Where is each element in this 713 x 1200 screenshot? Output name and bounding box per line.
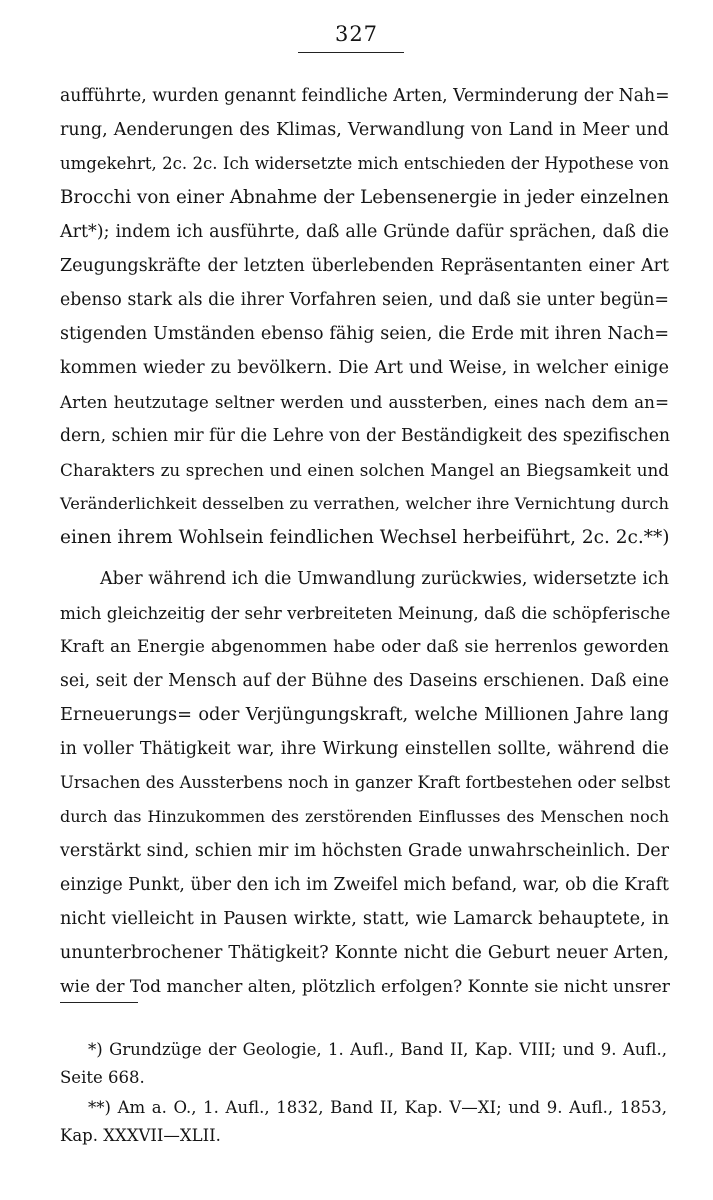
text-line: nicht vielleicht in Pausen wirkte, statt, wie Lamarck behauptete, in (60, 909, 669, 929)
text-line: Veränderlichkeit desselben zu verrathen, welcher ihre Vernichtung durch (60, 494, 669, 513)
text-line: Ursachen des Aussterbens noch in ganzer Kraft fortbestehen oder selbst (60, 773, 671, 792)
text-line: wie der Tod mancher alten, plötzlich erfolgen? Konnte sie nicht unsrer (60, 977, 670, 997)
text-line: dern, schien mir für die Lehre von der Beständigkeit des spezifischen (60, 426, 671, 446)
header-rule (298, 52, 404, 53)
text-line: in voller Thätigkeit war, ihre Wirkung einstellen sollte, während die (60, 739, 669, 759)
footnote-line: **) Am a. O., 1. Aufl., 1832, Band II, Kap. V—XI; und 9. Aufl., 1853, (88, 1098, 667, 1117)
footnote-rule (60, 1002, 138, 1003)
text-line: aufführte, wurden genannt feindliche Arten, Verminderung der Nah= (60, 86, 670, 106)
footnote-line: *) Grundzüge der Geologie, 1. Aufl., Band II, Kap. VIII; und 9. Aufl., (88, 1040, 667, 1059)
text-line: mich gleichzeitig der sehr verbreiteten Meinung, daß die schöpferische (60, 603, 671, 623)
text-line: einen ihrem Wohlsein feindlichen Wechsel herbeiführt, 2c. 2c.**) (60, 527, 670, 548)
text-line: kommen wieder zu bevölkern. Die Art und Weise, in welcher einige (60, 358, 669, 378)
text-line: ununterbrochener Thätigkeit? Konnte nicht die Geburt neuer Arten, (60, 943, 669, 963)
text-line: ebenso stark als die ihrer Vorfahren seien, und daß sie unter begün= (60, 290, 669, 310)
text-line: einzige Punkt, über den ich im Zweifel mich befand, war, ob die Kraft (60, 875, 669, 895)
text-line: sei, seit der Mensch auf der Bühne des Daseins erschienen. Daß eine (60, 671, 669, 691)
text-line: Art*); indem ich ausführte, daß alle Gründe dafür sprächen, daß die (60, 222, 669, 242)
text-line: Zeugungskräfte der letzten überlebenden Repräsentanten einer Art (60, 256, 669, 276)
text-line: rung, Aenderungen des Klimas, Verwandlung von Land in Meer und (60, 120, 669, 140)
footnote-line: Kap. XXXVII—XLII. (60, 1126, 221, 1145)
text-line: Brocchi von einer Abnahme der Lebensenergie in jeder einzelnen (60, 187, 669, 208)
text-line: Kraft an Energie abgenommen habe oder daß sie herrenlos geworden (60, 637, 669, 657)
text-line: umgekehrt, 2c. 2c. Ich widersetzte mich entschieden der Hypothese von (60, 154, 669, 173)
text-line: Aber während ich die Umwandlung zurückwies, widersetzte ich (100, 569, 669, 589)
text-line: Erneuerungs= oder Verjüngungskraft, welche Millionen Jahre lang (60, 705, 669, 725)
text-line: durch das Hinzukommen des zerstörenden Einflusses des Menschen noch (60, 807, 669, 826)
text-line: Arten heutzutage seltner werden und aussterben, eines nach dem an= (60, 392, 669, 412)
text-line: stigenden Umständen ebenso fähig seien, die Erde mit ihren Nach= (60, 324, 669, 344)
text-line: verstärkt sind, schien mir im höchsten Grade unwahrscheinlich. Der (60, 841, 669, 861)
page-number: 327 (334, 22, 379, 46)
text-line: Charakters zu sprechen und einen solchen Mangel an Biegsamkeit und (60, 460, 669, 480)
footnote-line: Seite 668. (60, 1068, 145, 1087)
